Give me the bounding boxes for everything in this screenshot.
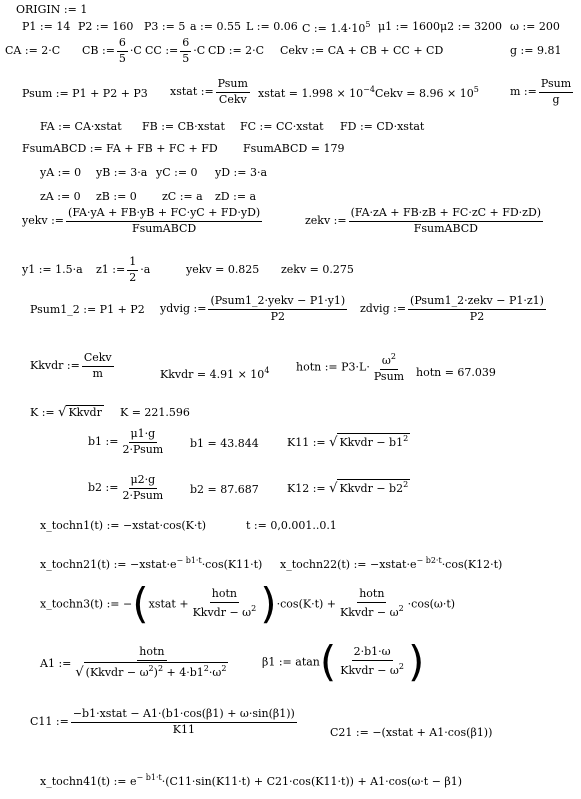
yekv-result: yekv = 0.825	[186, 263, 260, 276]
za-def: zA := 0	[40, 190, 81, 203]
fsum-def: FsumABCD := FA + FB + FC + FD	[22, 142, 218, 155]
b2-result: b2 = 87.687	[190, 483, 259, 496]
kkvdr-result: Kkvdr = $4.91 \times 10^4$	[160, 366, 270, 381]
mu2-def: μ2 := 3200	[440, 20, 503, 33]
yekv-def: yekv := $\frac{(FA\cdot yA + FB\cdot yB + FC\cdot yC + FD\cdot yD)}{\text{FsumABCD}}$	[22, 206, 261, 235]
cekv-def: Cekv := CA + CB + CC + CD	[280, 44, 444, 57]
p3-def: P3 := 5	[144, 20, 186, 33]
m-def: m := $\frac{\text{Psum}}{g}$	[510, 77, 572, 106]
xtochn22-def: x_tochn22(t) := $-xstat\cdot e^{- b2\cdot t}\cdot\cos(K12\cdot t)$	[280, 556, 503, 571]
xtochn21-def: x_tochn21(t) := $-xstat\cdot e^{- b1\cdot t}\cdot\cos(K11\cdot t)$	[40, 556, 263, 571]
fsum-result: FsumABCD = 179	[243, 142, 345, 155]
xtochn41-def: x_tochn41(t) := $e^{- b1\cdot t}\cdot(C11\cdot\sin(K11\cdot t) + C21\cdot\cos(K11\cdot t)) + A1\cdot\cos(\omega\cdot t - \beta 1)$	[40, 773, 463, 788]
cc-def: CC := $\frac{6}{5}$ ·C	[145, 36, 206, 65]
a1-def: A1 := $\frac{\text{hotn}}{√ (Kkvdr - \omega^2)^2 + 4\cdot b1^2\cdot\omega^2}$	[40, 645, 227, 680]
zdvig-def: zdvig := $\frac{\text{(Psum1\_2·zekv − P1·z1)}}{P2}$	[360, 294, 544, 323]
psum-def: Psum := P1 + P2 + P3	[22, 87, 148, 100]
cb-def: CB := $\frac{6}{5}$ ·C	[82, 36, 142, 65]
c21-def: C21 := −(xstat + A1·cos(β1))	[330, 726, 493, 739]
yd-def: yD := 3·a	[215, 166, 268, 179]
zd-def: zD := a	[215, 190, 257, 203]
c-def: C := $1.4\cdot 10^5$	[302, 20, 371, 35]
yc-def: yC := 0	[156, 166, 198, 179]
l-def: L := 0.06	[246, 20, 298, 33]
zb-def: zB := 0	[96, 190, 137, 203]
cd-def: CD := 2·C	[208, 44, 265, 57]
k-def: K := √ Kkvdr	[30, 405, 102, 420]
a-def: a := 0.55	[190, 20, 241, 33]
p1-def: P1 := 14	[22, 20, 71, 33]
g-def: g := 9.81	[510, 44, 562, 57]
b1-def: b1 := $\frac{\mu 1\cdot g}{\text{2·Psum}}$	[88, 427, 164, 456]
psum12-def: Psum1_2 := P1 + P2	[30, 303, 145, 316]
c11-def: C11 := $\frac{\text{−b1·xstat − A1·(b1·cos(β1) + ω·sin(β1))}}{K11}$	[30, 707, 295, 736]
fb-def: FB := CB·xstat	[142, 120, 225, 133]
hotn-def: hotn := P3·L· $\frac{\omega^2}{\text{Psum}}$	[296, 352, 405, 383]
k11-def: K11 := √ Kkvdr − $b1^2$	[287, 434, 409, 450]
fd-def: FD := CD·xstat	[340, 120, 425, 133]
b2-def: b2 := $\frac{\mu 2\cdot g}{\text{2·Psum}}$	[88, 473, 164, 502]
xstat-result: xstat = $1.998 \times 10^{-4}$	[258, 85, 375, 100]
k12-def: K12 := √ Kkvdr − $b2^2$	[287, 480, 409, 496]
z1-def: z1 := $\frac{1}{2}$ ·a	[96, 255, 151, 284]
t-range-def: t := 0,0.001..0.1	[246, 519, 337, 532]
xtochn1-def: x_tochn1(t) := −xstat·cos(K·t)	[40, 519, 207, 532]
b1-result: b1 = 43.844	[190, 437, 259, 450]
ca-def: CA := 2·C	[5, 44, 61, 57]
ydvig-def: ydvig := $\frac{\text{(Psum1\_2·yekv − P1·y1)}}{P2}$	[160, 294, 346, 323]
fa-def: FA := CA·xstat	[40, 120, 122, 133]
fc-def: FC := CC·xstat	[240, 120, 324, 133]
y1-def: y1 := 1.5·a	[22, 263, 83, 276]
p2-def: P2 := 160	[78, 20, 134, 33]
origin-def: ORIGIN := 1	[16, 3, 88, 16]
ya-def: yA := 0	[40, 166, 82, 179]
zekv-result: zekv = 0.275	[281, 263, 354, 276]
omega-def: ω := 200	[510, 20, 560, 33]
yb-def: yB := 3·a	[96, 166, 148, 179]
xstat-def: xstat := $\frac{\text{Psum}}{\text{Cekv}}$	[170, 77, 248, 106]
hotn-result: hotn = 67.039	[416, 366, 496, 379]
kkvdr-def: Kkvdr := $\frac{\text{Cekv}}{m}$	[30, 351, 112, 380]
mu1-def: μ1 := 1600	[378, 20, 441, 33]
k-result: K = 221.596	[120, 406, 190, 419]
zekv-def: zekv := $\frac{(FA\cdot zA + FB\cdot zB + FC\cdot zC + FD\cdot zD)}{\text{FsumABCD}}$	[305, 206, 542, 235]
zc-def: zC := a	[162, 190, 203, 203]
xtochn3-def: x_tochn3(t) := −(xstat + $\frac{\text{hotn}}{Kkvdr - \omega^2}$ )·cos(K·t) + $\frac{\text{hotn}}{Kkvdr - \omega^2}$ ·cos(ω·t)	[40, 579, 456, 628]
beta1-def: β1 := atan( $\frac{2\cdot b1\cdot\omega}{Kkvdr - \omega^2}$ )	[262, 637, 425, 686]
cekv-result: Cekv = $8.96 \times 10^5$	[375, 85, 479, 100]
